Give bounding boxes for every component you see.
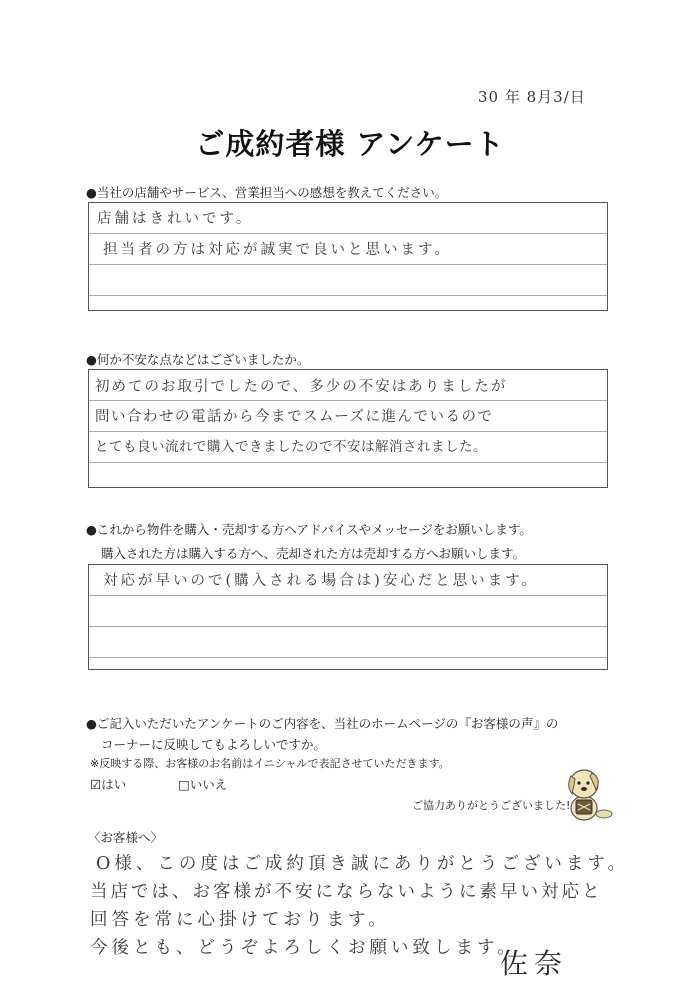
question-3-sub: 購入された方は購入する方へ、売却された方は売却する方へお願いします。 [101, 546, 526, 561]
question-3: ●これから物件を購入・売却する方へアドバイスやメッセージをお願いします。 [86, 522, 532, 537]
staff-signature: 佐奈 [500, 947, 569, 980]
customer-message-line-2: 当店では、お客様が不安にならないように素早い対応と [90, 882, 603, 902]
survey-date: 30 年 8月3/日 [478, 88, 586, 106]
consent-yes-option[interactable]: ☑はい [90, 777, 127, 792]
page-title: ご成約者様 アンケート [195, 127, 505, 161]
question-4: ●ご記入いただいたアンケートのご内容を、当社のホームページの『お客様の声』の [86, 716, 559, 731]
question-2: ●何か不安な点などはございましたか。 [86, 352, 310, 367]
customer-message-line-3: 回答を常に心掛けております。 [90, 910, 390, 930]
answer-2-line-3: とても良い流れで購入できましたので不安は解消されました。 [95, 439, 487, 455]
answer-box-1 [88, 202, 608, 311]
answer-box-2 [88, 369, 608, 488]
question-4-note: ※反映する際、お客様のお名前はイニシャルで表記させていただきます。 [90, 757, 450, 770]
customer-message-line-4: 今後とも、どうぞよろしくお願い致します。 [90, 938, 519, 958]
customer-message-line-1: O様、この度はご成約頂き誠にありがとうございます。 [96, 854, 629, 874]
thanks-text: ご協力ありがとうございました! [412, 799, 571, 812]
answer-1-line-1: 店舗はきれいです。 [97, 211, 254, 227]
answer-2-line-1: 初めてのお取引でしたので、多少の不安はありましたが [95, 379, 508, 395]
answer-1-line-2: 担当者の方は対応が誠実で良いと思います。 [103, 242, 452, 258]
question-4-line-2: コーナーに反映してもよろしいですか。 [101, 737, 327, 752]
question-1: ●当社の店舗やサービス、営業担当への感想を教えてください。 [86, 185, 448, 200]
customer-message-heading: 〈お客様へ〉 [88, 830, 164, 845]
answer-2-line-2: 問い合わせの電話から今までスムーズに進んでいるので [95, 409, 494, 425]
mascot-dog-icon [562, 764, 622, 822]
answer-box-3 [88, 564, 608, 670]
answer-3-line-1: 対応が早いので(購入される場合は)安心だと思います。 [103, 573, 540, 589]
consent-no-option[interactable]: □いいえ [178, 777, 228, 792]
